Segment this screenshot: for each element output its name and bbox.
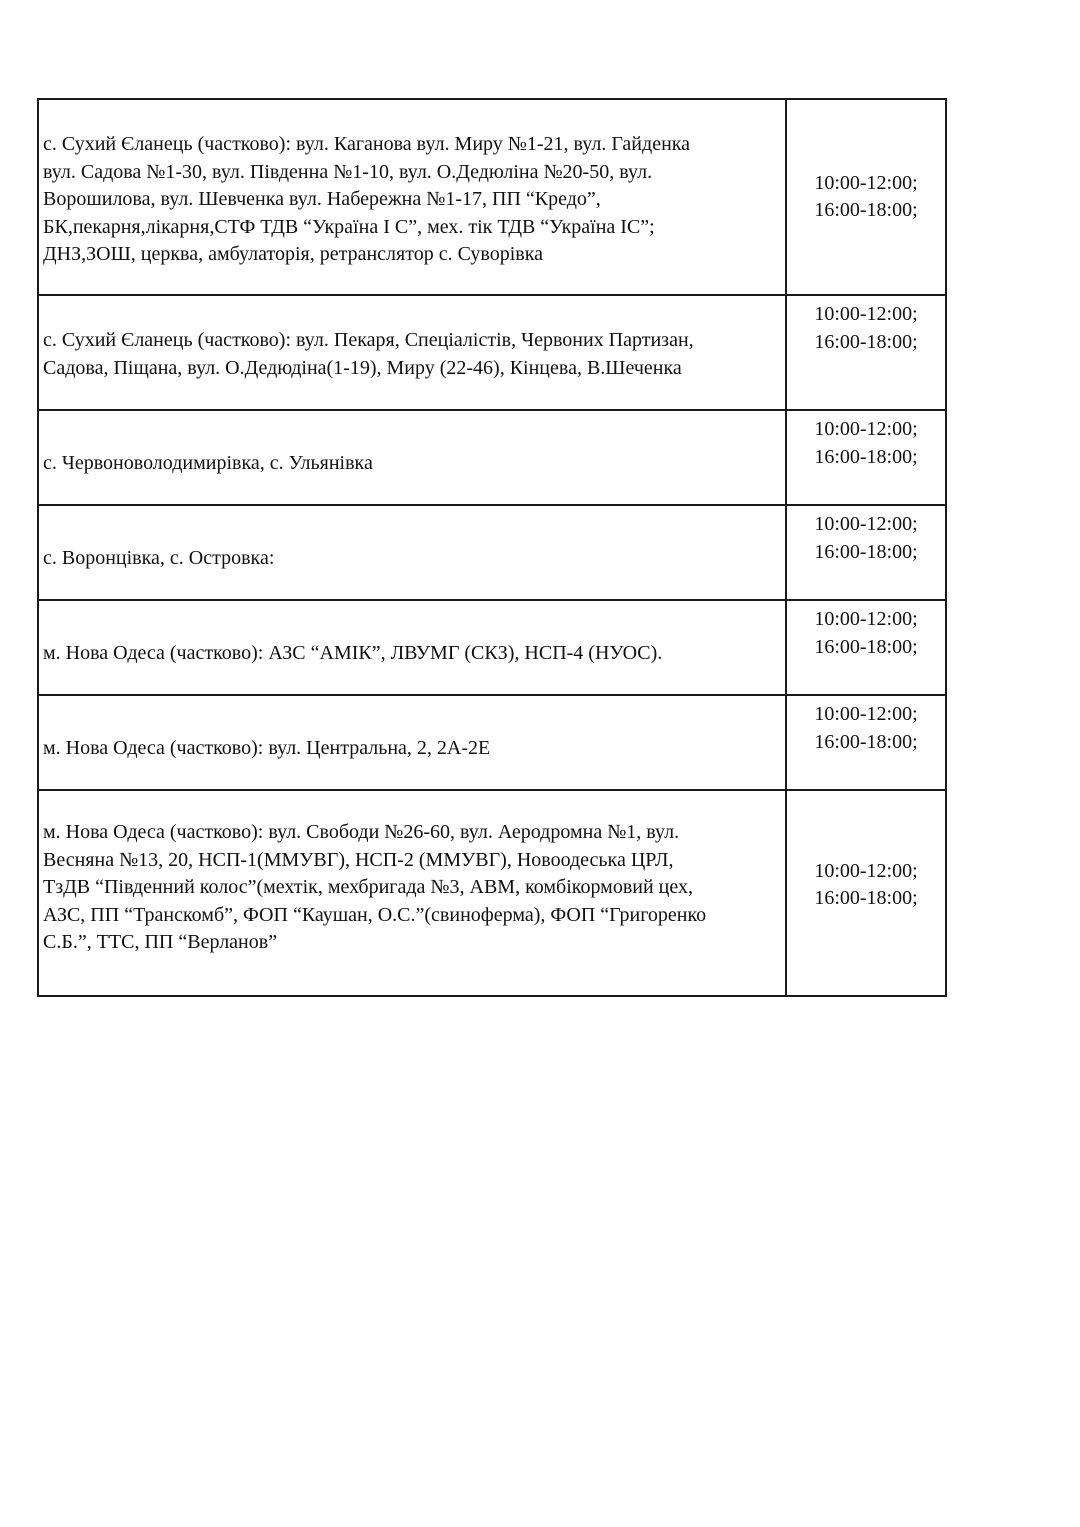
time-slot-morning: 10:00-12:00; (814, 171, 918, 194)
table-row (38, 790, 946, 996)
area-text: с. Сухий Єланець (частково): вул. Каганова вул. Миру №1-21, вул. Гайденка вул. Садова №1-30, вул. Південна №1-10, вул. О.Дедюліна №20-50, вул. Ворошилова, вул. Шевченка вул. Набережна №1-17, ПП “Кредо”, БК,пекарня,лікарня,СТФ ТДВ “Україна І С”, мех. тік ТДВ “Україна ІС”; ДНЗ,ЗОШ, церква, амбулаторія, ретранслятор с. Суворівка (43, 133, 691, 266)
time-slot-morning: 10:00-12:00; (814, 303, 918, 325)
table-row (38, 99, 946, 295)
time-slot-evening: 16:00-18:00; (814, 887, 918, 909)
area-cell (38, 505, 786, 600)
table-row (38, 695, 946, 790)
table-row (38, 295, 946, 410)
table-row (38, 410, 946, 505)
time-cell (786, 295, 946, 410)
area-cell (38, 410, 786, 505)
time-cell (786, 505, 946, 600)
time-cell (786, 99, 946, 295)
area-text: с. Сухий Єланець (частково): вул. Пекаря, Спеціалістів, Червоних Партизан, Садова, Піщана, вул. О.Дедюдіна(1-19), Миру (22-46), Кінцева, В.Шеченка (43, 329, 694, 379)
area-text: с. Воронцівка, с. Островка: (43, 546, 275, 569)
time-slot-evening: 16:00-18:00; (814, 445, 918, 468)
area-cell (38, 295, 786, 410)
area-text: с. Червоноволодимирівка, с. Ульянівка (43, 451, 373, 474)
area-cell (38, 600, 786, 695)
area-text: м. Нова Одеса (частково): вул. Свободи №26-60, вул. Аеродромна №1, вул. Весняна №13, 20, НСП-1(ММУВГ), НСП-2 (ММУВГ), Новоодеська ЦРЛ, ТзДВ “Південний колос”(мехтік, мехбригада №3, АВМ, комбікормовий цех, АЗС, ПП “Транскомб”, ФОП “Каушан, О.С.”(свиноферма), ФОП “Григоренко С.Б.”, ТТС, ПП “Верланов” (43, 821, 707, 954)
time-slot-morning: 10:00-12:00; (814, 703, 918, 725)
time-slot-evening: 16:00-18:00; (814, 635, 918, 658)
time-slot-evening: 16:00-18:00; (814, 730, 918, 753)
time-slot-morning: 10:00-12:00; (814, 608, 918, 630)
time-cell (786, 410, 946, 505)
area-text: м. Нова Одеса (частково): АЗС “АМІК”, ЛВУМГ (СКЗ), НСП-4 (НУОС). (43, 641, 663, 664)
table-row (38, 600, 946, 695)
table-row (38, 505, 946, 600)
time-cell (786, 600, 946, 695)
outage-schedule-table (37, 98, 947, 997)
time-slot-morning: 10:00-12:00; (814, 859, 918, 882)
area-cell (38, 99, 786, 295)
time-cell (786, 790, 946, 996)
area-cell (38, 695, 786, 790)
time-slot-morning: 10:00-12:00; (814, 513, 918, 535)
time-slot-evening: 16:00-18:00; (814, 540, 918, 563)
area-cell (38, 790, 786, 996)
time-slot-morning: 10:00-12:00; (814, 418, 918, 440)
area-text: м. Нова Одеса (частково): вул. Центральна, 2, 2А-2Е (43, 736, 491, 759)
time-slot-evening: 16:00-18:00; (814, 199, 918, 221)
time-slot-evening: 16:00-18:00; (814, 330, 918, 353)
time-cell (786, 695, 946, 790)
